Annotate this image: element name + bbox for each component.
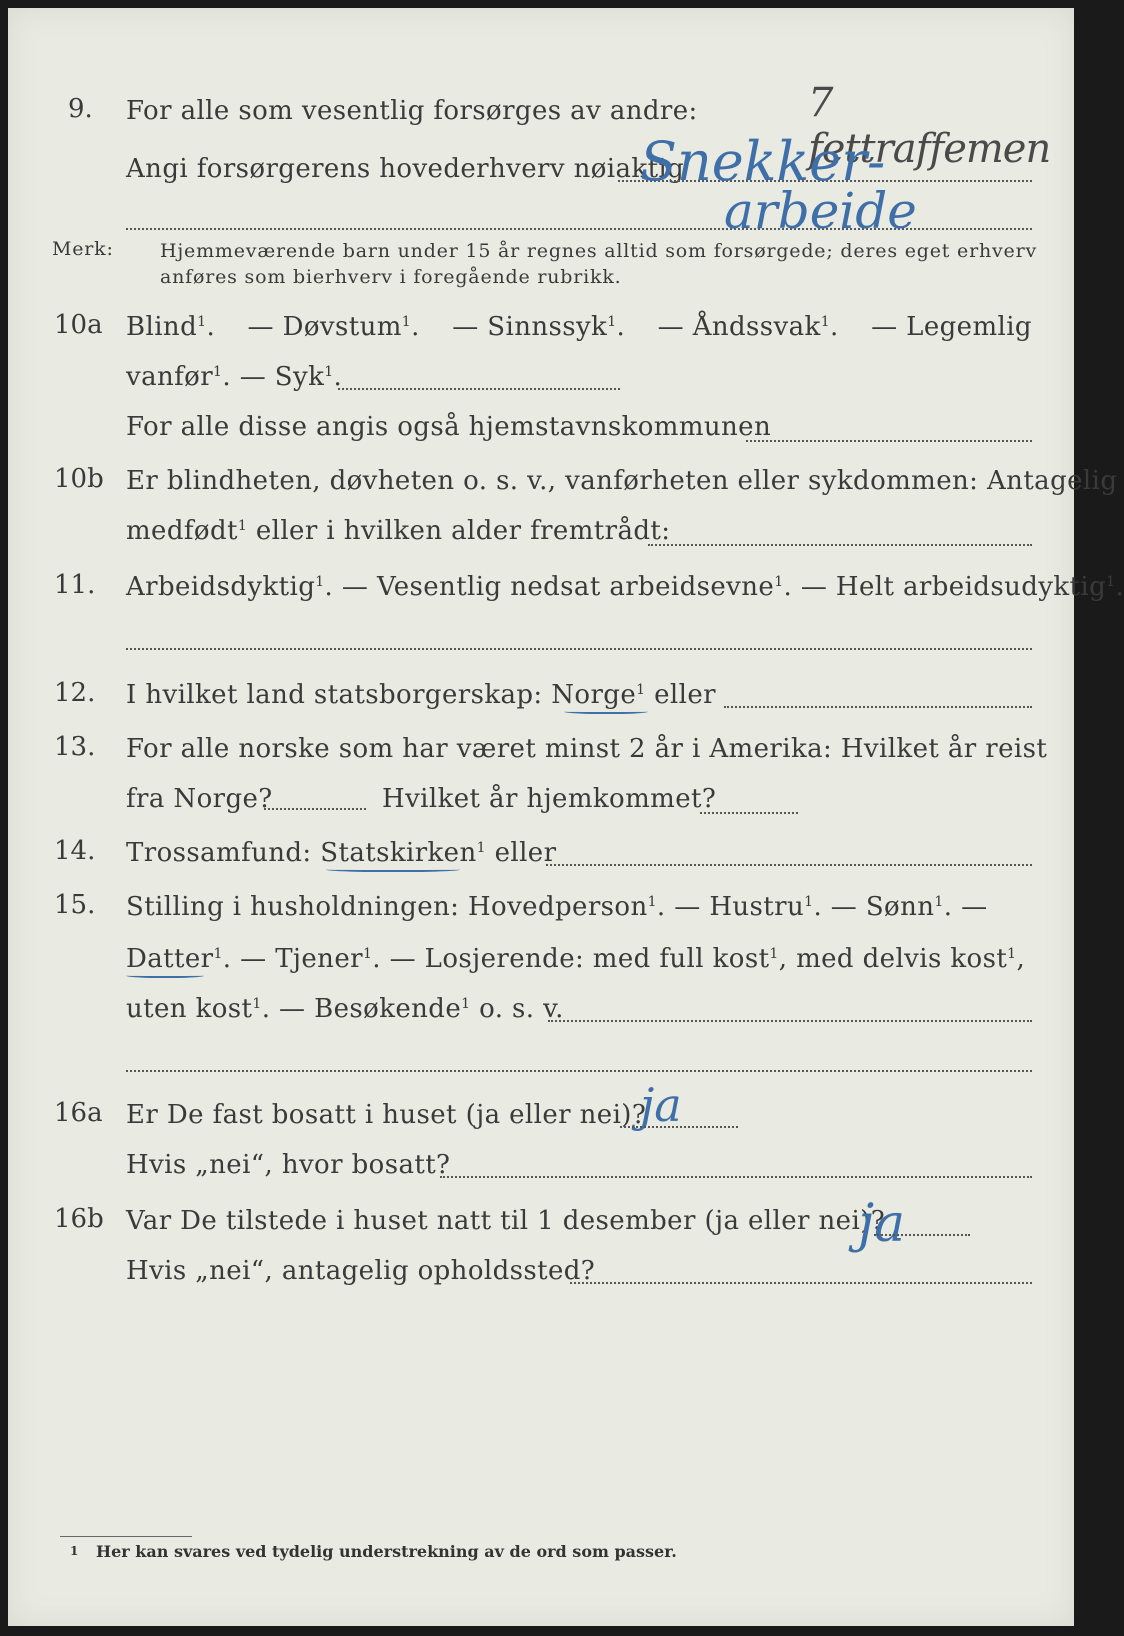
q15-line1: Stilling i husholdningen: Hovedperson$^1$. — Hustru$^1$. — Sønn$^1$. —	[126, 892, 988, 922]
q12-norge: Norge$^1$	[551, 680, 646, 710]
merk-line1: Hjemmeværende barn under 15 år regnes alltid som forsørgede; deres eget erhverv	[160, 240, 1037, 262]
q9-number: 9.	[68, 94, 93, 124]
footnote-mark: 1	[70, 1544, 79, 1558]
option-legemlig: — Legemlig	[871, 312, 1032, 342]
q12-fill-line	[724, 706, 1032, 708]
q13-line2a: fra Norge?	[126, 784, 273, 814]
q16b-fill-line-2	[570, 1282, 1032, 1284]
q16a-line1: Er De fast bosatt i huset (ja eller nei)?	[126, 1100, 647, 1130]
q16b-answer-handwritten: ja	[858, 1194, 906, 1254]
q10b-number: 10b	[54, 464, 104, 494]
option-dovstum: — Døvstum$^1$.	[247, 312, 420, 342]
q15-number: 15.	[54, 890, 96, 920]
q10a-fill-line-2	[746, 440, 1032, 442]
q10a-line1	[126, 312, 1032, 342]
q13-number: 13.	[54, 732, 96, 762]
q15-datter: Datter	[126, 944, 214, 974]
footnote-text: Her kan svares ved tydelig understrekning av de ord som passer.	[96, 1542, 677, 1561]
q13-fill-line-1	[264, 808, 366, 810]
q15-fill-line-2	[126, 1070, 1032, 1072]
q11-fill-line	[126, 648, 1032, 650]
q13-fill-line-2	[700, 812, 798, 814]
q16b-fill-line-1	[874, 1234, 970, 1236]
q16a-fill-line-2	[440, 1176, 1032, 1178]
q11-line: Arbeidsdyktig$^1$. — Vesentlig nedsat arbeidsevne$^1$. — Helt arbeidsudyktig$^1$.	[126, 572, 1124, 602]
q9-answer-handwritten-1: Snekker-	[640, 130, 886, 193]
q13-line1: For alle norske som har været minst 2 år i Amerika: Hvilket år reist	[126, 734, 1048, 764]
q14-statskirken: Statskirken$^1$	[320, 838, 486, 868]
q10a-number: 10a	[54, 310, 103, 340]
option-andssvak: — Åndssvak$^1$.	[657, 312, 839, 342]
q9-line1: For alle som vesentlig forsørges av andre:	[126, 96, 698, 126]
q15-line2: Datter$^1$. — Tjener$^1$. — Losjerende: med full kost$^1$, med delvis kost$^1$,	[126, 944, 1026, 974]
option-sinnssyk: — Sinnssyk$^1$.	[452, 312, 626, 342]
q15-datter-underline	[126, 972, 204, 978]
q12-norge-underline	[564, 708, 648, 714]
q12-number: 12.	[54, 678, 96, 708]
q10a-line2	[126, 362, 342, 392]
q15-fill-line-1	[548, 1020, 1032, 1022]
q16a-line2: Hvis „nei“, hvor bosatt?	[126, 1150, 451, 1180]
census-form-page	[8, 8, 1124, 1626]
q10a-line3: For alle disse angis også hjemstavnskommunen	[126, 412, 772, 442]
q13-line2b: Hvilket år hjemkommet?	[382, 784, 717, 814]
q16a-fill-line-1	[620, 1126, 738, 1128]
q11-number: 11.	[54, 570, 96, 600]
q9-line2: Angi forsørgerens hovederhverv nøiaktig	[126, 154, 685, 184]
q10b-fill-line	[648, 544, 1032, 546]
q14-statskirken-underline	[326, 866, 460, 872]
q16b-number: 16b	[54, 1204, 104, 1234]
q14-number: 14.	[54, 836, 96, 866]
option-syk: — Syk$^1$.	[239, 362, 343, 392]
q14-line: Trossamfund: Statskirken$^1$ eller	[126, 838, 557, 868]
q16b-line1: Var De tilstede i huset natt til 1 desember (ja eller nei)?	[126, 1206, 886, 1236]
q14-fill-line	[546, 864, 1032, 866]
q12-line: I hvilket land statsborgerskap: Norge$^1$ eller	[126, 680, 716, 710]
option-vanfor: vanfør$^1$.	[126, 362, 232, 392]
merk-label: Merk:	[52, 238, 114, 260]
q16a-number: 16a	[54, 1098, 103, 1128]
q10b-line1: Er blindheten, døvheten o. s. v., vanførheten eller sykdommen: Antagelig	[126, 466, 1118, 496]
q15-line3: uten kost$^1$. — Besøkende$^1$ o. s. v.	[126, 994, 564, 1024]
footnote-rule	[60, 1536, 192, 1537]
q9-answer-handwritten-2: arbeide	[724, 182, 917, 240]
q16b-line2: Hvis „nei“, antagelig opholdssted?	[126, 1256, 596, 1286]
q16a-answer-handwritten: ja	[640, 1078, 682, 1132]
q10b-line2: medfødt$^1$ eller i hvilken alder fremtrådt:	[126, 516, 671, 546]
merk-line2: anføres som bierhverv i foregående rubrikk.	[160, 266, 622, 288]
q10a-fill-line-1	[338, 388, 620, 390]
margin-note-handwritten: 7 fettraffemen	[808, 80, 1051, 172]
option-blind: Blind$^1$.	[126, 312, 216, 342]
